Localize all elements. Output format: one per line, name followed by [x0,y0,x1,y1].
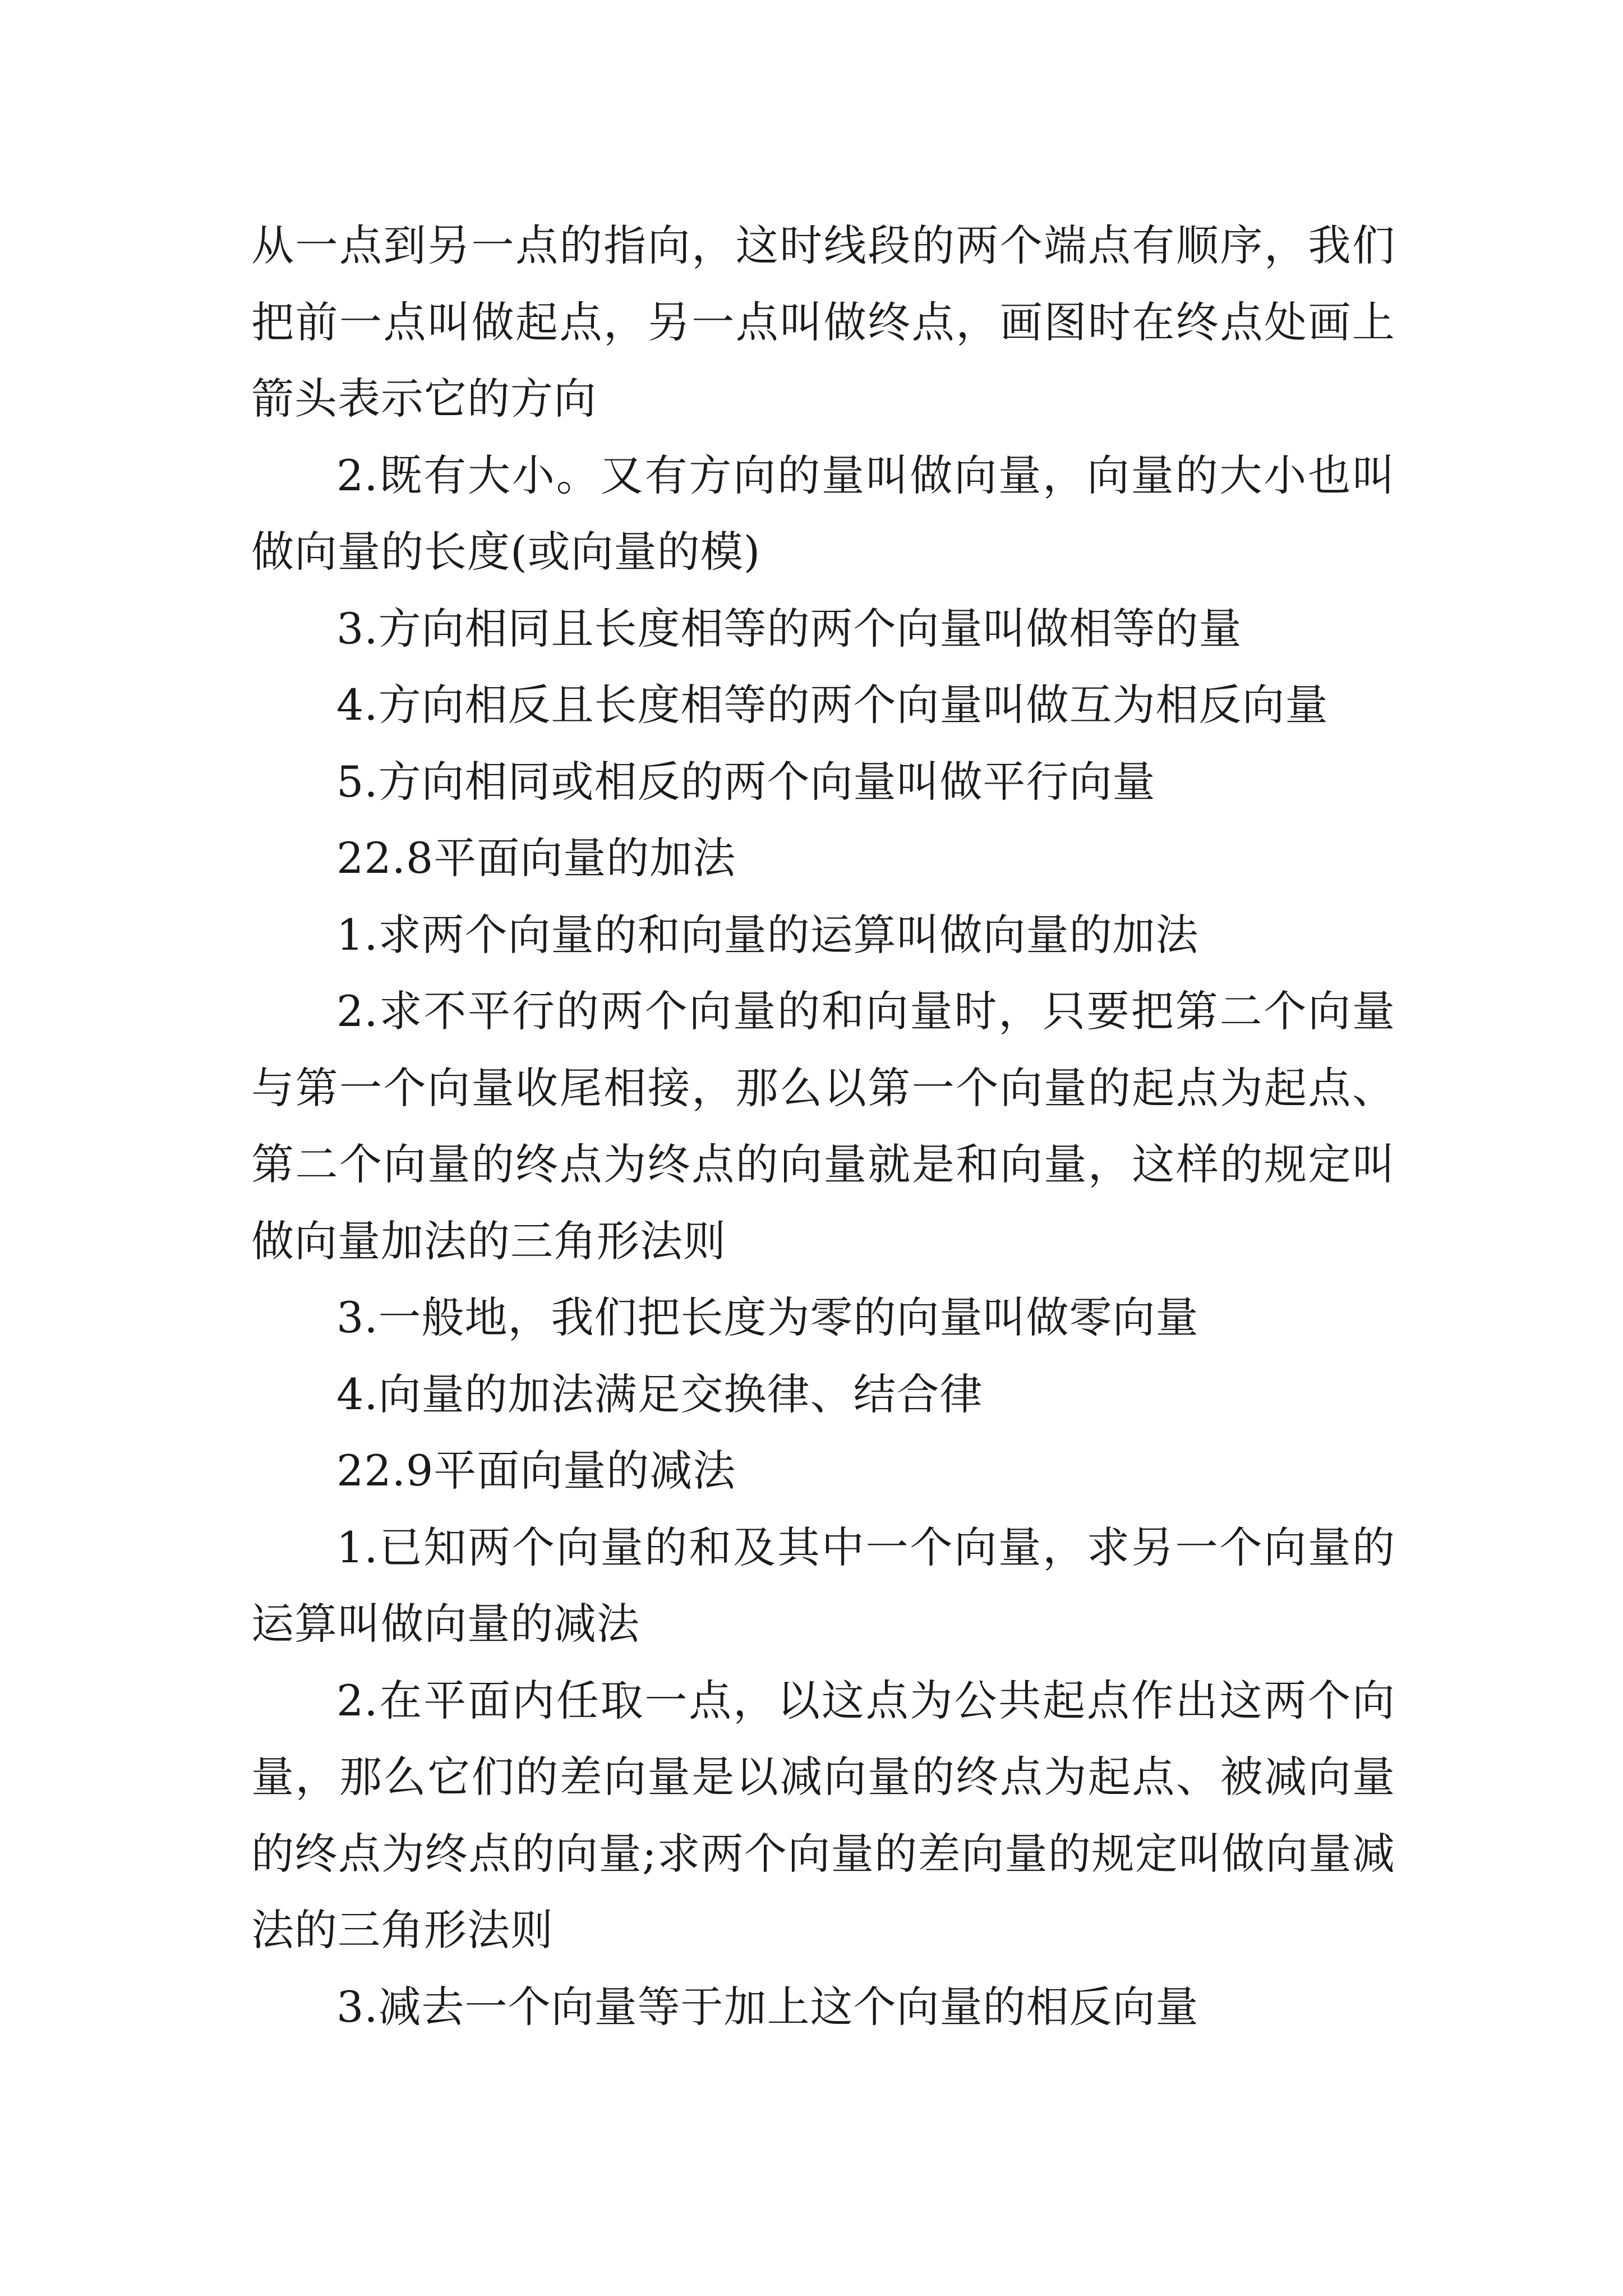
paragraph-subtract-equals-add-opposite: 3.减去一个向量等于加上这个向量的相反向量 [336,1981,1199,2032]
section-heading-vector-addition: 22.8平面向量的加法 [336,833,736,883]
paragraph-opposite-vectors: 4.方向相反且长度相等的两个向量叫做互为相反向量 [336,680,1329,730]
paragraph-vector-magnitude: 2.既有大小。又有方向的量叫做向量，向量的大小也叫做向量的长度(或向量的模) [251,450,1395,577]
document-body [251,208,1395,2045]
paragraph-triangle-rule-subtraction: 2.在平面内任取一点，以这点为公共起点作出这两个向量，那么它们的差向量是以减向量的终点为起点、被减向量的终点为终点的向量;求两个向量的差向量的规定叫做向量减法的三角形法则 [251,1675,1395,1955]
paragraph-parallel-vectors: 5.方向相同或相反的两个向量叫做平行向量 [336,756,1156,807]
paragraph-triangle-rule-addition: 2.求不平行的两个向量的和向量时，只要把第二个向量与第一个向量收尾相接，那么以第一个向量的起点为起点、第二个向量的终点为终点的向量就是和向量，这样的规定叫做向量加法的三角形法则 [251,986,1395,1266]
paragraph-subtraction-definition: 1.已知两个向量的和及其中一个向量，求另一个向量的运算叫做向量的减法 [251,1522,1395,1649]
paragraph-addition-definition: 1.求两个向量的和向量的运算叫做向量的加法 [336,909,1199,960]
paragraph-equal-vectors: 3.方向相同且长度相等的两个向量叫做相等的量 [336,603,1242,654]
section-heading-vector-subtraction: 22.9平面向量的减法 [336,1446,736,1496]
paragraph-addition-laws: 4.向量的加法满足交换律、结合律 [336,1369,983,1419]
paragraph-zero-vector: 3.一般地，我们把长度为零的向量叫做零向量 [336,1292,1199,1342]
paragraph-vector-definition-continued: 从一点到另一点的指向，这时线段的两个端点有顺序，我们把前一点叫做起点，另一点叫做终点，画图时在终点处画上箭头表示它的方向 [251,220,1395,424]
